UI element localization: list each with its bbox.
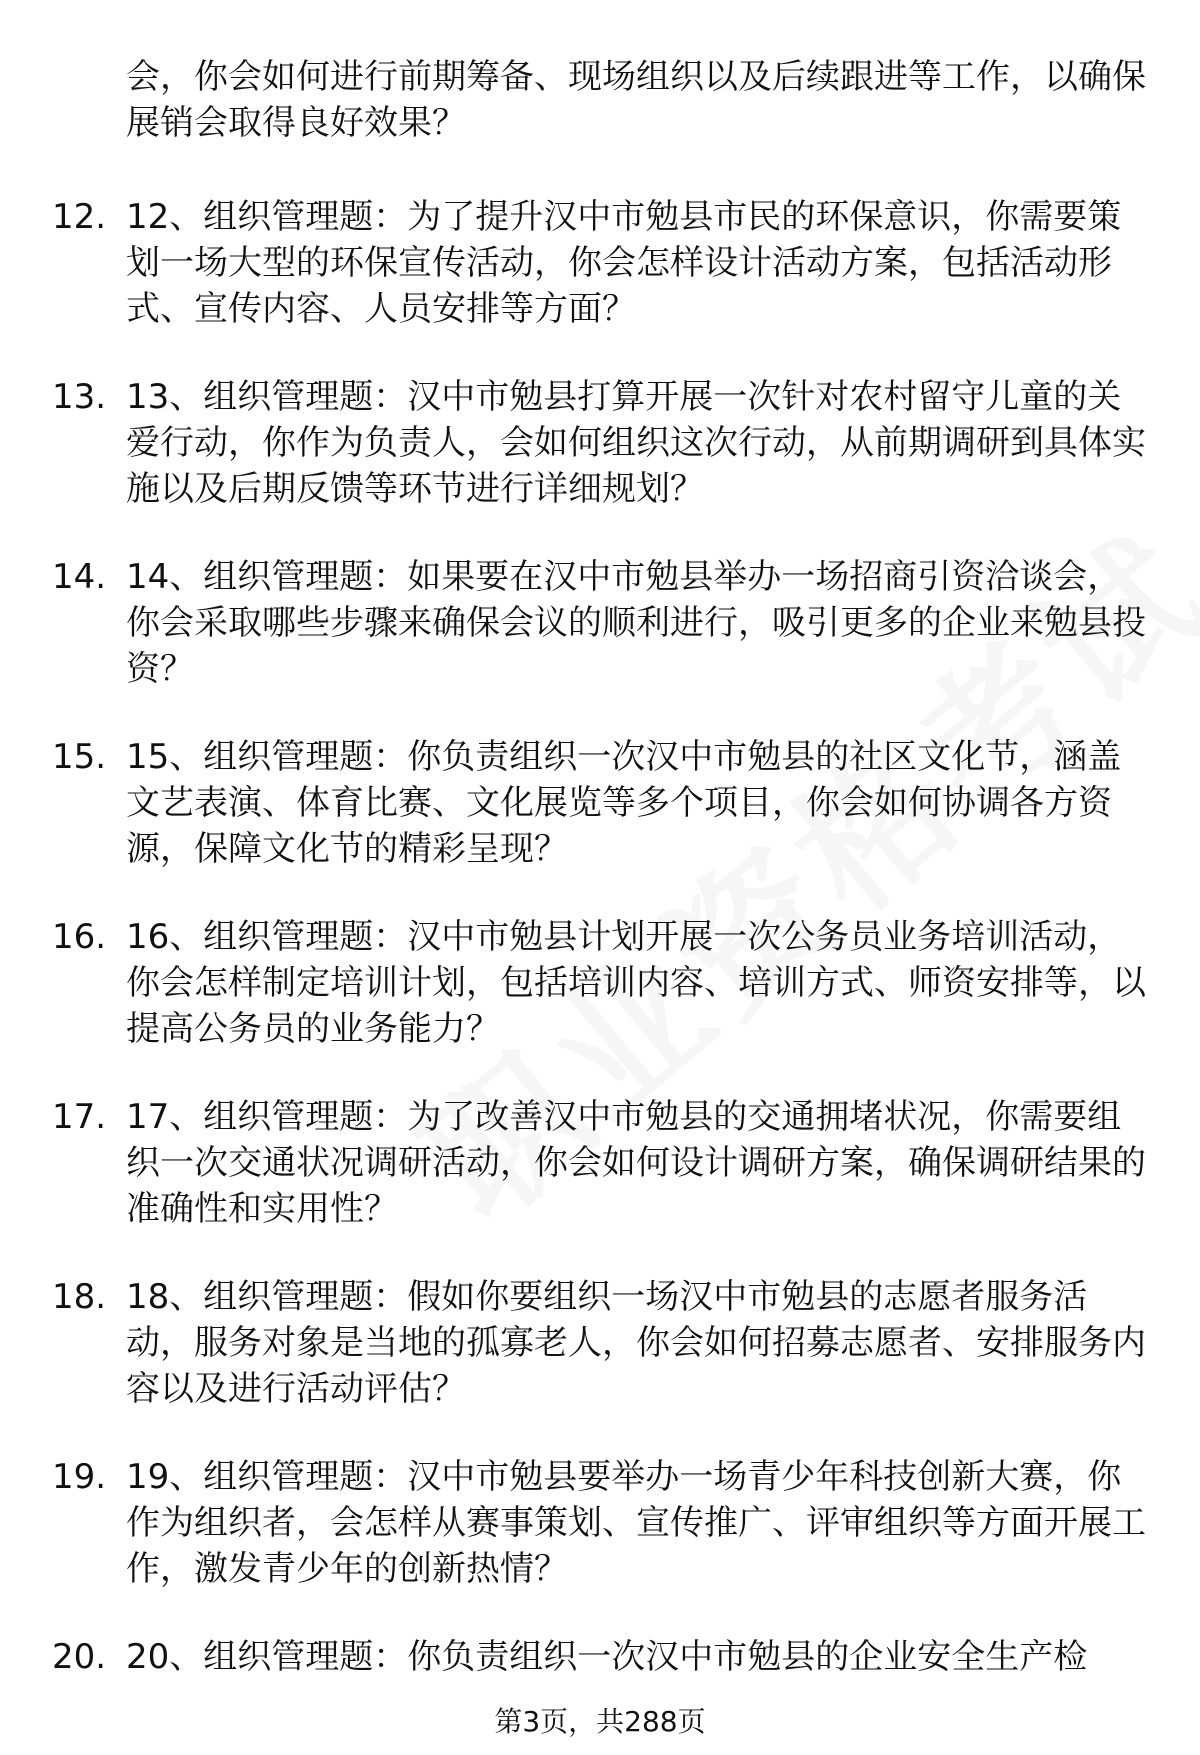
question-item: [0, 1274, 1200, 1454]
question-text: 20、组织管理题：你负责组织一次汉中市勉县的企业安全生产检: [126, 1637, 1088, 1677]
question-number: 12.: [52, 197, 107, 237]
question-text: 19、组织管理题：汉中市勉县要举办一场青少年科技创新大赛，你作为组织者，会怎样从赛事策划、宣传推广、评审组织等方面开展工作，激发青少年的创新热情？: [126, 1457, 1146, 1589]
question-item: [0, 374, 1200, 554]
question-text: 16、组织管理题：汉中市勉县计划开展一次公务员业务培训活动，你会怎样制定培训计划，包括培训内容、培训方式、师资安排等，以提高公务员的业务能力？: [126, 917, 1146, 1049]
question-text: 17、组织管理题：为了改善汉中市勉县的交通拥堵状况，你需要组织一次交通状况调研活动，你会如何设计调研方案，确保调研结果的准确性和实用性？: [126, 1097, 1146, 1229]
question-text: 18、组织管理题：假如你要组织一场汉中市勉县的志愿者服务活动，服务对象是当地的孤寡老人，你会如何招募志愿者、安排服务内容以及进行活动评估？: [126, 1277, 1146, 1409]
question-item: [0, 1094, 1200, 1274]
question-list: [0, 194, 1200, 1694]
question-text: 13、组织管理题：汉中市勉县打算开展一次针对农村留守儿童的关爱行动，你作为负责人，会如何组织这次行动，从前期调研到具体实施以及后期反馈等环节进行详细规划？: [126, 377, 1146, 509]
question-item: [0, 554, 1200, 734]
continued-question-text: 会，你会如何进行前期筹备、现场组织以及后续跟进等工作，以确保展销会取得良好效果？: [126, 57, 1146, 143]
question-number: 14.: [52, 557, 107, 597]
question-item: [0, 734, 1200, 914]
question-item: [0, 914, 1200, 1094]
question-number: 20.: [52, 1637, 107, 1677]
question-item: [0, 1454, 1200, 1634]
question-number: 18.: [52, 1277, 107, 1317]
question-number: 13.: [52, 377, 107, 417]
page-footer: 第3页，共288页: [494, 1705, 706, 1738]
question-number: 19.: [52, 1457, 107, 1497]
question-item: [0, 1634, 1200, 1694]
question-number: 15.: [52, 737, 107, 777]
question-number: 17.: [52, 1097, 107, 1137]
question-number: 16.: [52, 917, 107, 957]
question-text: 12、组织管理题：为了提升汉中市勉县市民的环保意识，你需要策划一场大型的环保宣传活动，你会怎样设计活动方案，包括活动形式、宣传内容、人员安排等方面？: [126, 197, 1122, 329]
question-text: 15、组织管理题：你负责组织一次汉中市勉县的社区文化节，涵盖文艺表演、体育比赛、文化展览等多个项目，你会如何协调各方资源，保障文化节的精彩呈现？: [126, 737, 1122, 869]
question-text: 14、组织管理题：如果要在汉中市勉县举办一场招商引资洽谈会，你会采取哪些步骤来确保会议的顺利进行，吸引更多的企业来勉县投资？: [126, 557, 1146, 689]
question-item: [0, 194, 1200, 374]
